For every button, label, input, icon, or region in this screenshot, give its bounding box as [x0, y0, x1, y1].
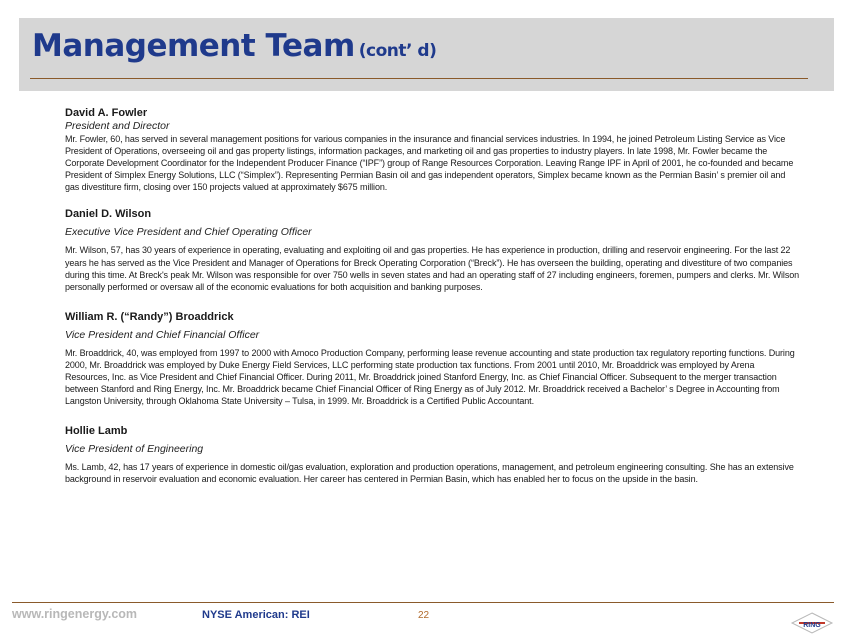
logo-text: RING — [803, 622, 821, 629]
title-main: Management Team — [32, 28, 355, 64]
bio-name: William R. (“Randy”) Broaddrick — [65, 310, 234, 323]
header-divider — [30, 78, 808, 79]
ring-energy-logo-icon — [790, 612, 834, 634]
bio-text: Mr. Broaddrick, 40, was employed from 1997 to 2000 with Amoco Production Company, performing lease revenue accounting and state production tax regulatory reporting functions. During 2000, Mr. Broaddrick was employed by Duke Energy Field Services, LLC performing state production tax functions. From 2001 until 2010, Mr. Broaddrick was employed by Arena Resources, Inc. as Vice President and Chief Financial Officer. During 2011, Mr. Broaddrick joined Stanford Energy, Inc. as Chief Financial Officer. Subsequent to the merger transaction between Stanford and Ring Energy, Inc. Mr. Broaddrick became Chief Financial Officer of Ring Energy as of July 2012. Mr. Broaddrick received a Bachelor’ s Degree in Accounting from Langston University, through Oklahoma State University – Tulsa, in 1999. Mr. Broaddrick is a Certified Public Accountant. — [65, 347, 795, 407]
bio-text: Mr. Fowler, 60, has served in several management positions for various companies in the insurance and financial services industries. In 1994, he joined Petroleum Listing Service as Vice President of Operations, overseeing oil and gas property listings, information packages, and marketing oil and gas properties to industry players. In late 1998, Mr. Fowler became the Corporate Development Coordinator for the Independent Producer Finance (“IPF”) group of Range Resources Corporation. Leaving Range IPF in April of 2001, he co-founded and became President of Simplex Energy Solutions, LLC (“Simplex”). Representing Permian Basin oil and gas independent operators, Simplex became known as the Permian Basin’ s premier oil and gas divestiture firm, closing over 150 projects valued at approximately $675 million. — [65, 134, 794, 193]
page-title — [32, 28, 436, 64]
footer-ticker: NYSE American: REI — [202, 609, 310, 621]
bio-fowler — [65, 107, 800, 193]
bio-name: Hollie Lamb — [65, 425, 128, 438]
title-subtitle: (cont’ d) — [358, 41, 437, 61]
bio-wilson — [65, 208, 800, 292]
bio-role: Vice President and Chief Financial Officer — [65, 328, 260, 341]
bio-text: Ms. Lamb, 42, has 17 years of experience in domestic oil/gas evaluation, exploration and production operations, management, and petroleum engineering consulting. She has an extensive background in reservoir evaluation and economic evaluation. Her career has centered in Permian Basin, which has enabled her to focus on the upside in the basin. — [65, 462, 794, 485]
bio-name: David A. Fowler — [65, 107, 148, 119]
bio-list — [65, 107, 800, 486]
bio-role: Vice President of Engineering — [65, 443, 204, 456]
bio-text: Mr. Wilson, 57, has 30 years of experience in operating, evaluating and exploiting oil and gas properties. He has experience in production, drilling and reservoir engineering. For the last 22 years he has served as the Vice President and Manager of Operations for Breck Operating Corporation (“Breck”). He has overseen the building, operating and divestiture of two companies during this time. At Breck's peak Mr. Wilson was responsible for over 750 wells in seven states and had an operating staff of 27 including engineers, foremen, pumpers and clerks. Mr. Wilson personally performed or oversaw all of the economic evaluations for both acquisition and banking purposes. — [65, 245, 800, 292]
bio-role: Executive Vice President and Chief Operating Officer — [65, 226, 312, 239]
bio-lamb — [65, 425, 800, 485]
footer-website: www.ringenergy.com — [12, 607, 138, 621]
footer-divider — [12, 602, 834, 603]
bio-name: Daniel D. Wilson — [65, 208, 152, 221]
bio-role: President and Director — [65, 120, 170, 132]
bio-broaddrick — [65, 311, 800, 407]
page-number: 22 — [418, 610, 430, 621]
